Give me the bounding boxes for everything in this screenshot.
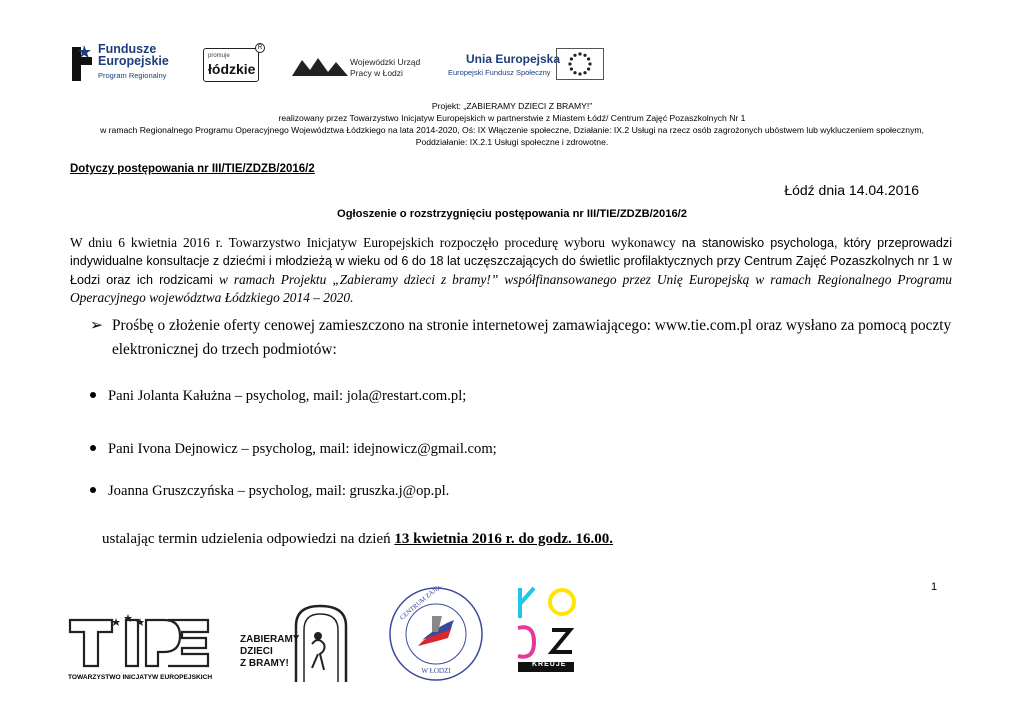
eu-flag-icon [556, 48, 604, 80]
announcement-heading: Ogłoszenie o rozstrzygnięciu postępowania nr III/TIE/ZDZB/2016/2 [337, 208, 687, 220]
intro-part-1: W dniu 6 kwietnia 2016 r. Towarzystwo Inicjatyw Europejskich rozpoczęło procedurę wyboru wykonawcy [70, 235, 682, 250]
project-subaction: Poddziałanie: IX.2.1 Usługi społeczne i zdrowotne. [415, 137, 609, 147]
recipient-text: Pani Jolanta Kałużna – psycholog, mail: jola@restart.com.pl; [108, 388, 467, 404]
kreuje-logo [512, 578, 582, 684]
fundusze-title: Fundusze Europejskie [98, 42, 169, 68]
page-number: 1 [931, 581, 938, 593]
tie-letters-icon [68, 612, 212, 672]
tie-label: TOWARZYSTWO INICJATYW EUROPEJSKICH [68, 674, 213, 681]
deadline-date: 13 kwietnia 2016 r. do godz. 16.00. [394, 531, 614, 547]
promuje-lodzkie-logo [203, 45, 263, 82]
list-item [90, 440, 497, 458]
document-date: Łódź dnia 14.04.2016 [784, 182, 919, 198]
list-item [90, 387, 466, 405]
kreuje-shapes-icon [512, 578, 582, 674]
recipient-text: Joanna Gruszczyńska – psycholog, mail: gruszka.j@op.pl. [108, 483, 450, 499]
bullet-icon [90, 487, 96, 493]
list-item [90, 482, 449, 500]
ue-title: Unia Europejska [466, 52, 561, 66]
unia-europejska-logo [444, 50, 604, 82]
fundusze-star-icon [68, 43, 96, 83]
project-partners: realizowany przez Towarzystwo Inicjatyw Europejskich w partnerstwie z Miastem Łódź/ Centrum Zajęć Pozaszkolnych Nr 1 [278, 113, 746, 123]
lodzkie-small: promuje [208, 53, 230, 59]
kreuje-label: KREUJE [532, 661, 567, 668]
tie-logo [68, 612, 212, 684]
czp-circle-icon [388, 586, 484, 682]
deadline-prefix: ustalając termin udzielenia odpowiedzi na dzień [102, 531, 395, 547]
wup-shapes-icon [292, 56, 348, 80]
intro-part-2: na stanowisko psychologa, który przeprowadzi indywidualne konsultacje z dziećmi i młodzieżą w wieku od 6 do 18 lat uczęszczających do świetlic profilaktycznych przy Centrum Zajęć Pozaszkolnych nr 1 w Łodzi oraz ich rodzicami [70, 236, 953, 287]
zabieramy-text: ZABIERAMY DZIECI Z BRAMY! [240, 634, 300, 669]
recipient-text: Pani Ivona Dejnowicz – psycholog, mail: idejnowicz@gmail.com; [108, 441, 497, 457]
fundusze-europejskie-logo [68, 43, 180, 83]
wup-text: Wojewódzki Urząd Pracy w Łodzi [350, 57, 421, 78]
project-title: Projekt: „ZABIERAMY DZIECI Z BRAMY!” [431, 101, 593, 111]
czp-bottom-text: W ŁODZI [421, 667, 451, 675]
ue-subtitle: Europejski Fundusz Społeczny [448, 68, 551, 77]
intro-paragraph [70, 234, 952, 306]
offer-request-text: Prośbę o złożenie oferty cenowej zamieszczono na stronie internetowej zamawiającego: www.tie.com.pl oraz wysłano za pomocą poczty elektronicznej do trzech podmiotów: [112, 317, 952, 358]
procedure-reference: Dotyczy postępowania nr III/TIE/ZDZB/2016/2 [70, 163, 315, 175]
bullet-icon [90, 392, 96, 398]
arrow-bullet-icon: ➢ [90, 317, 103, 334]
lodzkie-main: łódzkie [208, 61, 256, 77]
intro-part-3: w ramach Projektu „Zabieramy dzieci z bramy!” współfinansowanego przez Unię Europejską w ramach Regionalnego Programu Operacyjnego województwa Łódzkiego 2014 – 2020. [70, 271, 952, 305]
czp-lodz-logo [388, 586, 484, 682]
registered-mark-icon: R [255, 43, 265, 53]
fundusze-subtitle: Program Regionalny [98, 71, 167, 80]
wup-lodz-logo [292, 52, 422, 86]
project-programme: w ramach Regionalnego Programu Operacyjnego Województwa Łódzkiego na lata 2014-2020, Oś: IX Włączenie społeczne, Działanie: IX.2 Usługi na rzecz osób zagrożonych ubóstwem lub wykluczeniem społecznym, [100, 125, 924, 135]
deadline-line [102, 531, 613, 548]
zabieramy-dzieci-logo [240, 604, 355, 684]
bullet-icon [90, 445, 96, 451]
